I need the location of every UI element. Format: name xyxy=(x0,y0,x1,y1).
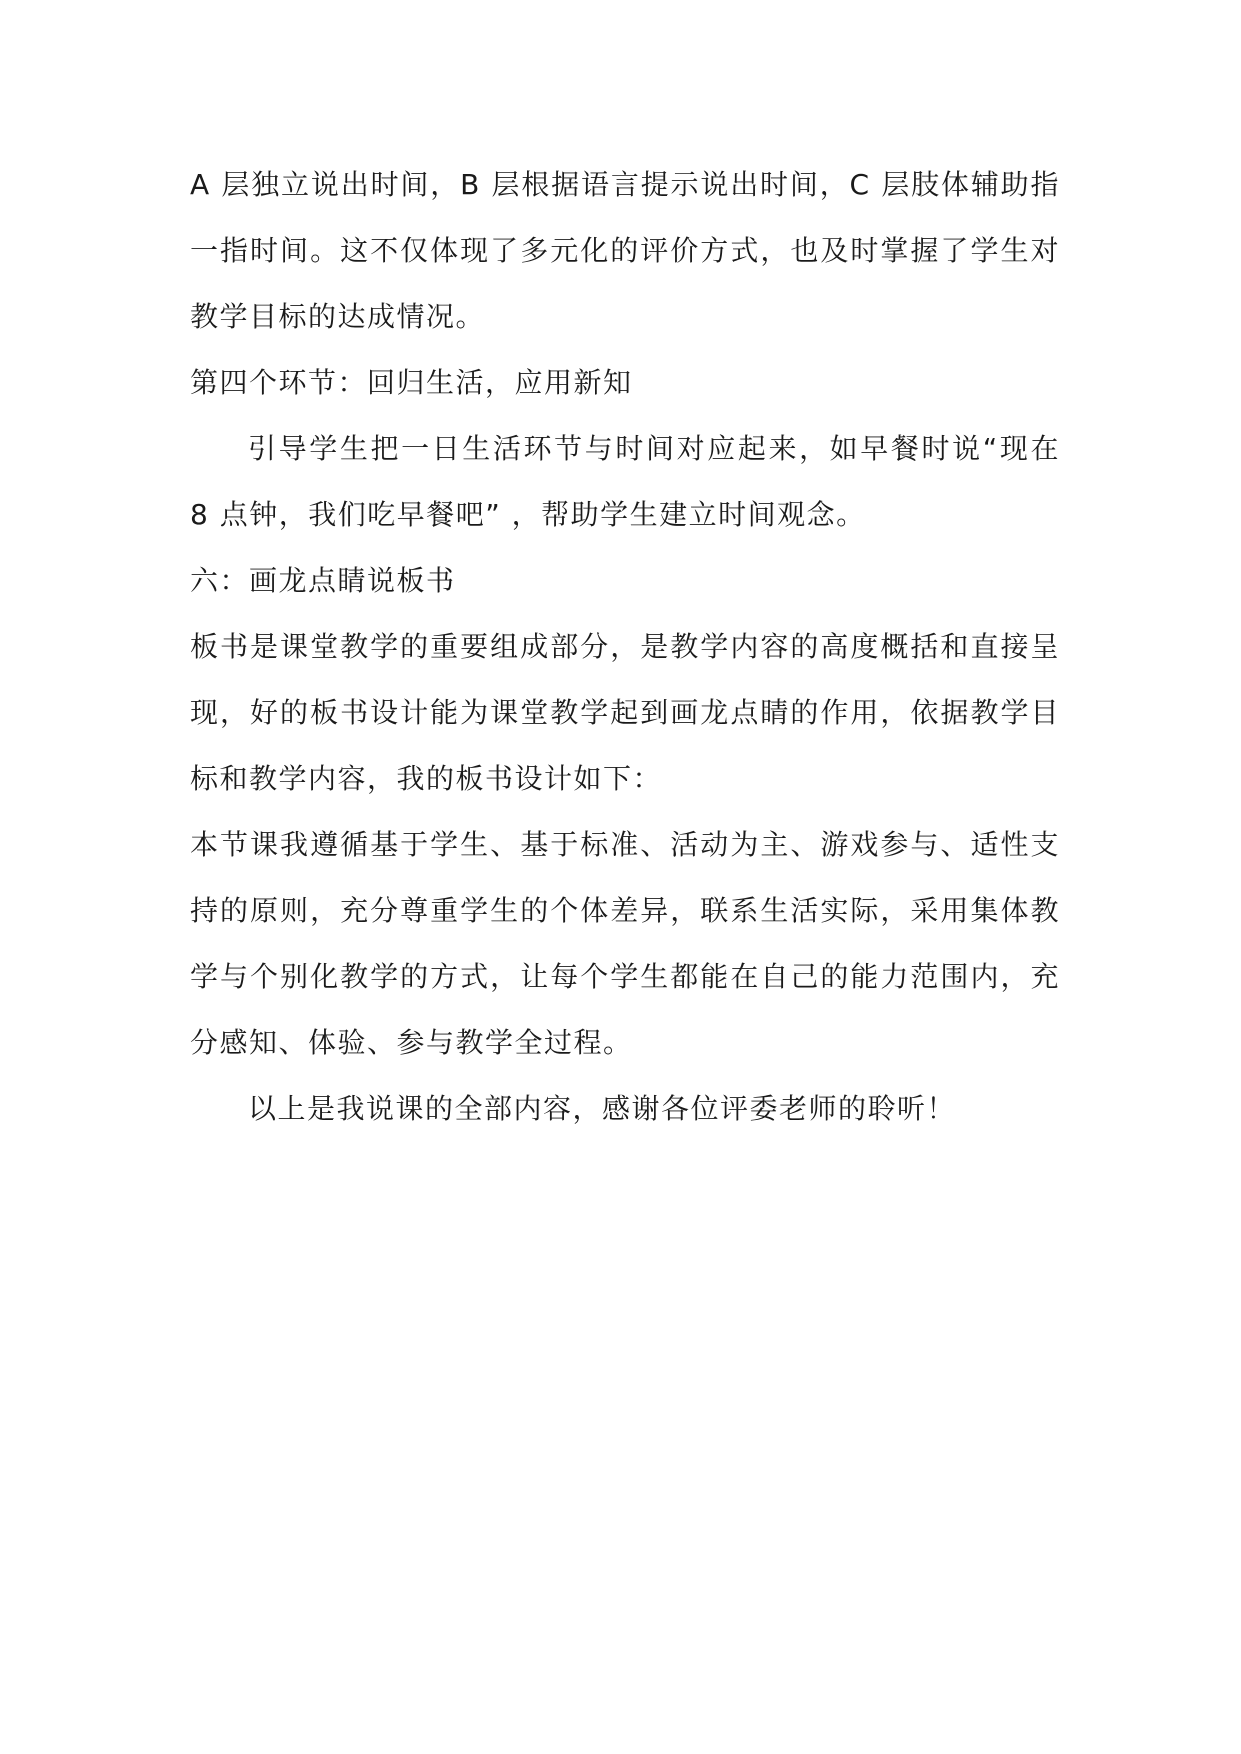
section-heading-step-four: 第四个环节：回归生活，应用新知 xyxy=(190,366,633,399)
closing-paragraph: 以上是我说课的全部内容，感谢各位评委老师的聆听！ xyxy=(248,1092,957,1125)
evaluation-paragraph: A 层独立说出时间，B 层根据语言提示说出时间，C 层肢体辅助指一指时间。这不仅体现了多元化的评价方式，也及时掌握了学生对教学目标的达成情况。 xyxy=(190,168,1060,333)
daily-life-paragraph: 引导学生把一日生活环节与时间对应起来，如早餐时说“现在 8 点钟，我们吃早餐吧” ，帮助学生建立时间观念。 xyxy=(190,432,1060,531)
document-page xyxy=(190,152,1060,1142)
section-heading-board-writing: 六：画龙点睛说板书 xyxy=(190,564,456,597)
board-writing-paragraph: 板书是课堂教学的重要组成部分，是教学内容的高度概括和直接呈现，好的板书设计能为课堂教学起到画龙点睛的作用，依据教学目标和教学内容，我的板书设计如下： xyxy=(190,630,1060,795)
principles-paragraph: 本节课我遵循基于学生、基于标准、活动为主、游戏参与、适性支持的原则，充分尊重学生的个体差异，联系生活实际，采用集体教学与个别化教学的方式，让每个学生都能在自己的能力范围内，充分感知、体验、参与教学全过程。 xyxy=(190,828,1060,1059)
